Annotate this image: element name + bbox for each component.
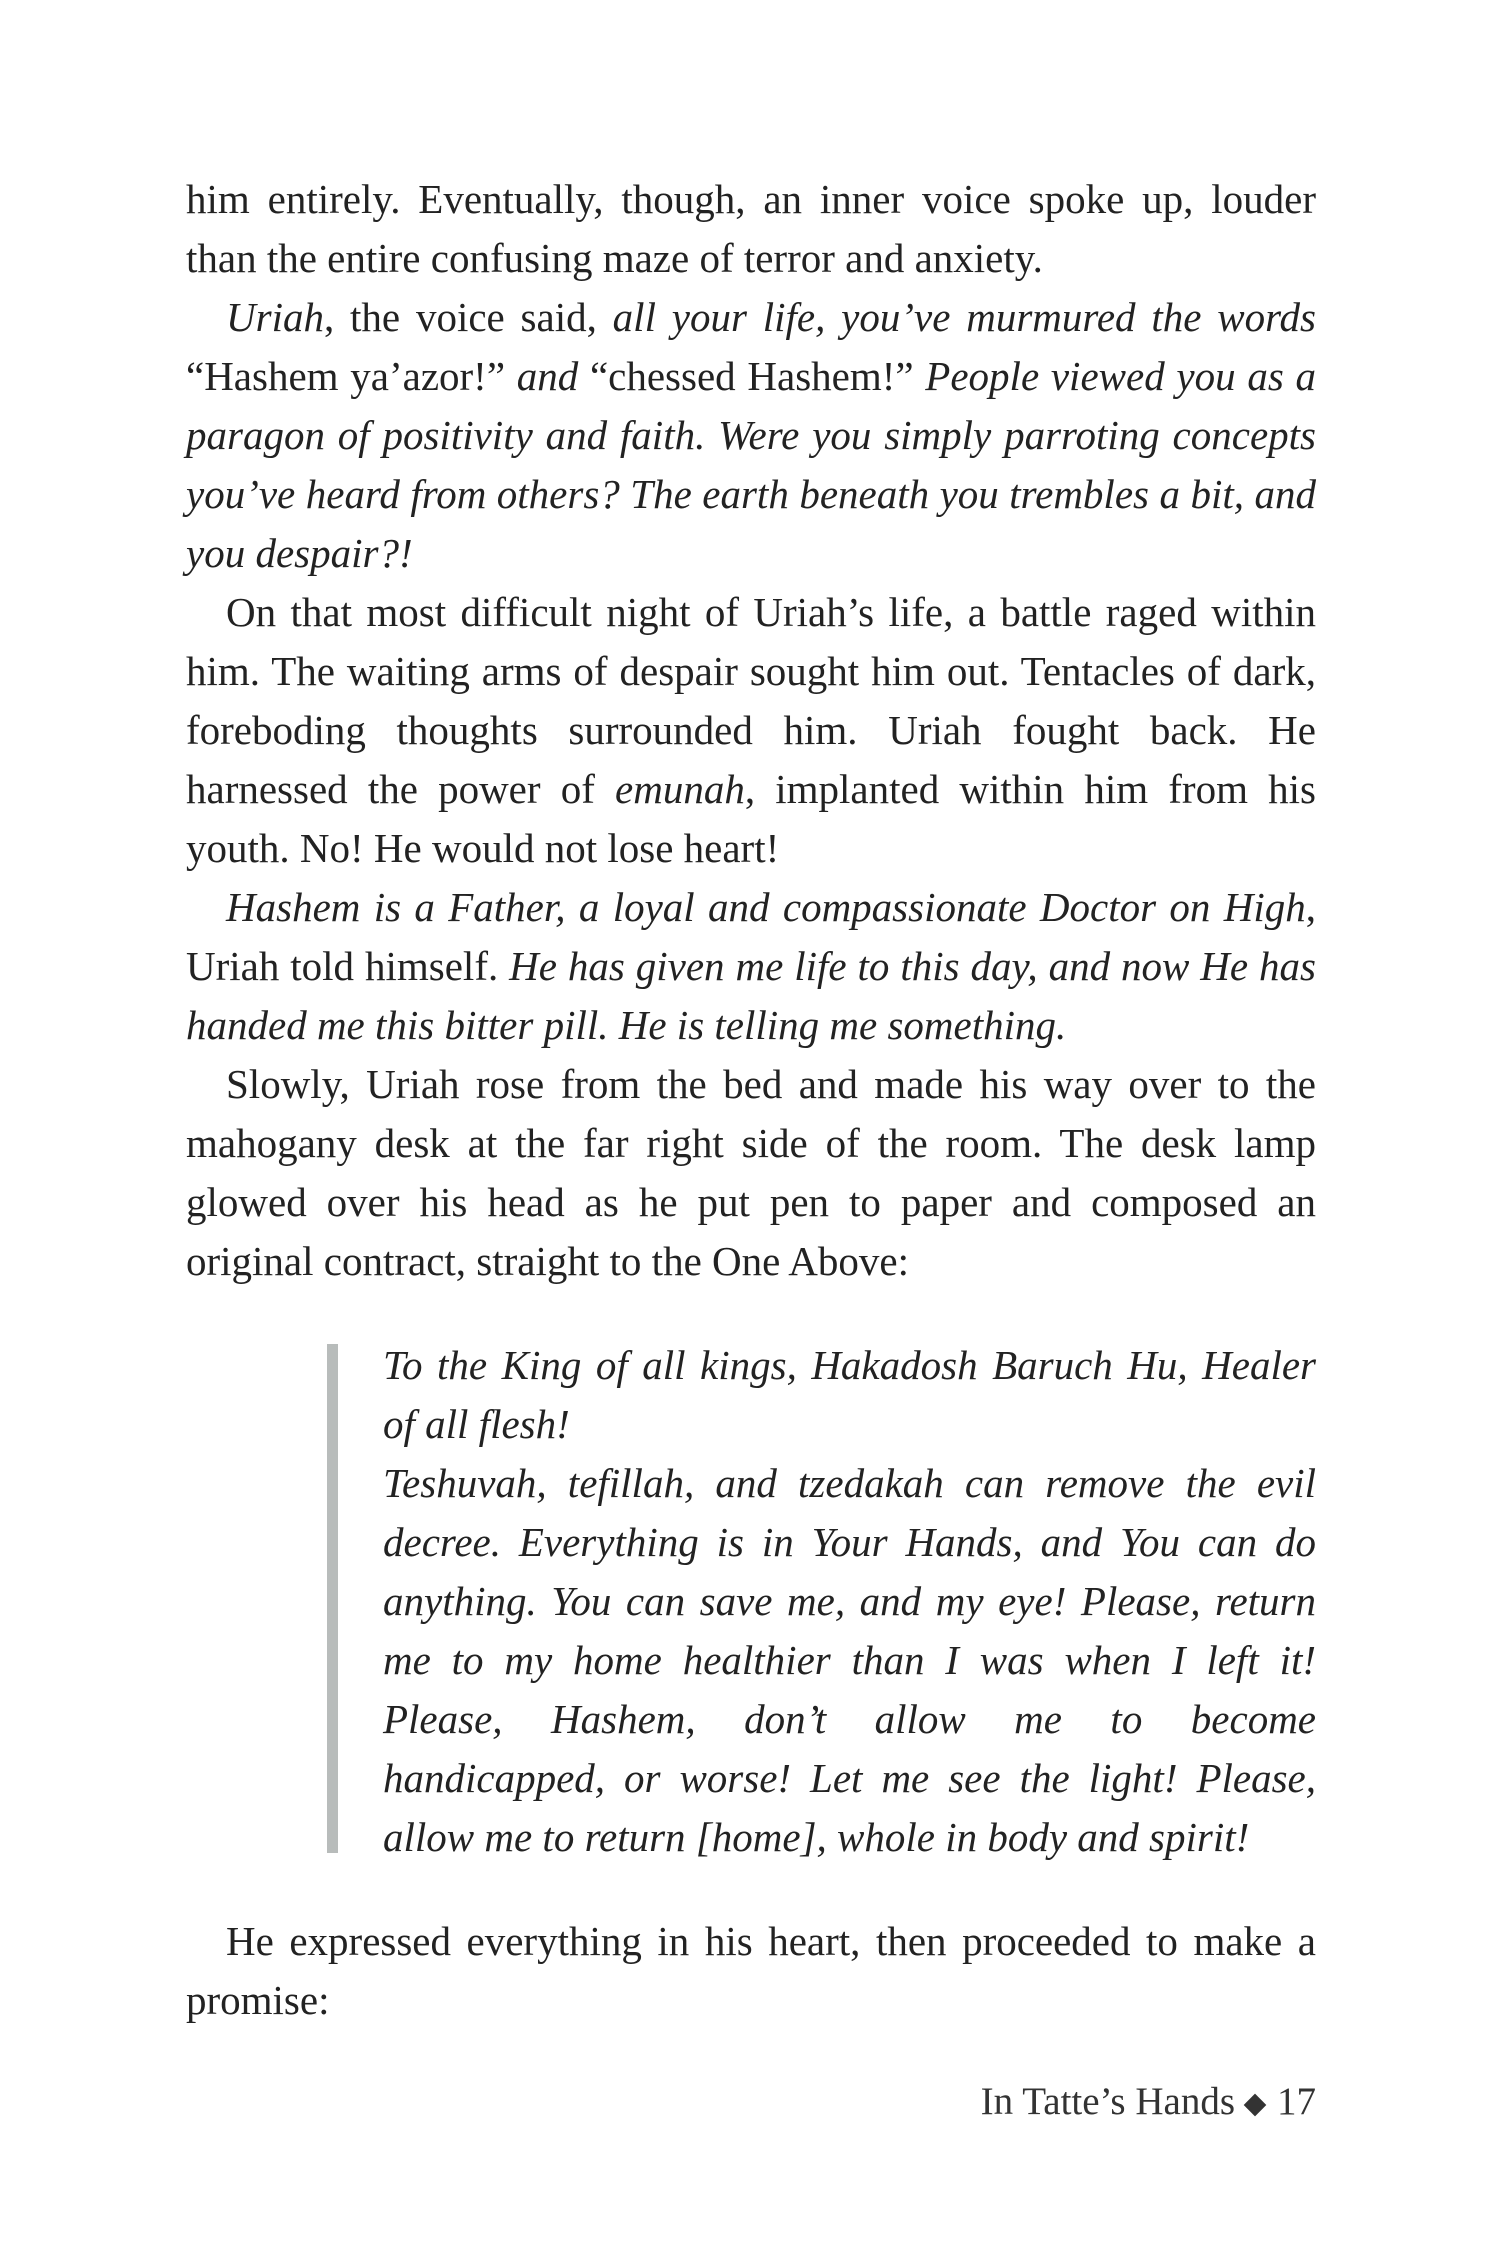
page-footer xyxy=(186,2077,1316,2127)
text-run: , implanted within him from his youth. No! He would not lose heart! xyxy=(186,766,1316,871)
paragraph xyxy=(186,583,1316,878)
text-run: him entirely. Eventually, though, an inner voice spoke up, louder than the entire confusing maze of terror and anxiety. xyxy=(186,176,1316,281)
quote-bar xyxy=(327,1344,338,1853)
paragraph xyxy=(186,170,1316,288)
text-run-italic: He has given me life to this day, and now He has handed me this bitter pill. He is telling me something. xyxy=(186,943,1316,1048)
paragraph xyxy=(186,878,1316,1055)
text-run: “chessed Hashem!” xyxy=(589,353,914,399)
text-run: Slowly, Uriah rose from the bed and made his way over to the mahogany desk at the far right side of the room. The desk lamp glowed over his head as he put pen to paper and composed an original contract, straight to the One Above: xyxy=(186,1061,1316,1284)
quote-line: To the King of all kings, Hakadosh Baruch Hu, Healer of all flesh! xyxy=(383,1342,1316,1447)
paragraph xyxy=(186,1055,1316,1291)
text-run-italic: Uriah xyxy=(226,294,324,340)
body-text xyxy=(186,170,1316,2030)
quote-line: Teshuvah, tefillah, and tzedakah can remove the evil decree. Everything is in Your Hands, and You can do anything. You can save me, and my eye! Please, return me to my home healthier than I was when I left it! Please, Hashem, don’t allow me to become handicapped, or worse! Let me see the light! Please, allow me to return [home], whole in body and spirit! xyxy=(383,1460,1316,1860)
text-run-italic: Hashem is a Father, a loyal and compassionate Doctor on High xyxy=(226,884,1306,930)
paragraph xyxy=(186,288,1316,583)
text-run-italic: all your life, you’ve murmured the words xyxy=(612,294,1317,340)
text-run: “Hashem ya’azor!” xyxy=(186,353,506,399)
text-run-italic: and xyxy=(505,353,590,399)
book-title: In Tatte’s Hands xyxy=(980,2080,1235,2123)
text-run-italic: emunah xyxy=(615,766,745,812)
text-run-italic: People viewed you as a paragon of positivity and faith. Were you simply parroting concepts you’ve heard from others? The earth beneath you trembles a bit, and you despair?! xyxy=(186,353,1316,576)
page-number: 17 xyxy=(1277,2080,1316,2123)
text-run: , the voice said, xyxy=(323,294,613,340)
diamond-separator-icon xyxy=(1244,2094,1267,2117)
block-quote xyxy=(327,1336,1316,1867)
closing-paragraph: He expressed everything in his heart, then proceeded to make a promise: xyxy=(186,1918,1316,2023)
text-run: On that most difficult night of Uriah’s life, a battle raged within him. The waiting arms of despair sought him out. Tentacles of dark, foreboding thoughts surrounded him. Uriah fought back. He harnessed the power of xyxy=(186,589,1316,812)
text-run: , Uriah told himself. xyxy=(186,884,1316,989)
